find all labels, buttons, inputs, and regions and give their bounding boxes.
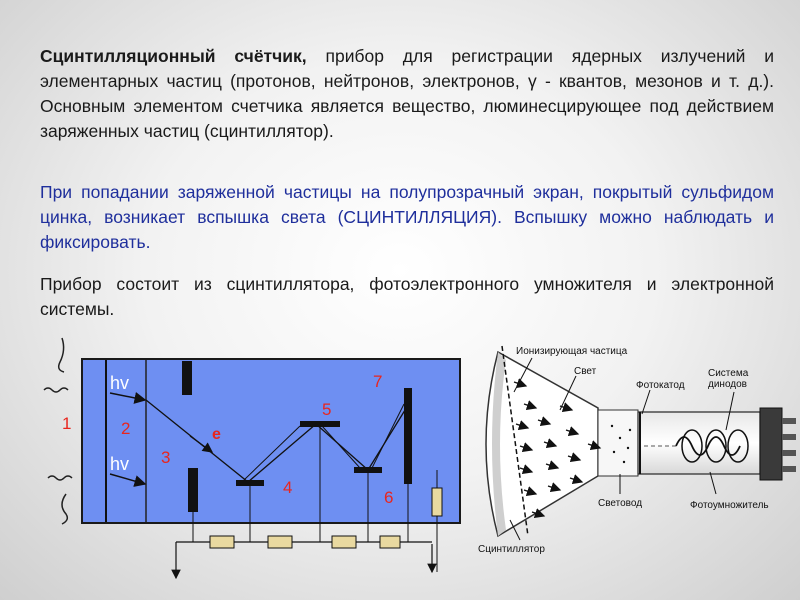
resistor-3 [332,536,356,548]
dynode-system-label: Система динодов [708,368,749,390]
pmt-cross-section-diagram [478,346,796,555]
base-pin-2 [782,434,796,440]
label-4: 4 [283,478,293,497]
anode-7 [404,388,412,484]
term-title: Сцинтилляционный счётчик, [40,46,307,66]
electron-label: e [212,426,221,443]
pmt-base [760,408,782,480]
dynode-5 [300,421,340,427]
intro-text: прибор для регистрации ядерных излучений и элементарных частиц (протонов, нейтронов, электронов, γ - квантов, мезонов и т. д.). Основным элементом счетчика является вещество, люминесцирующее под действием заряженных частиц (сцинтиллятор). [40,46,774,141]
hv-lower-label: hv [110,454,130,474]
light-guide [598,410,638,476]
pmt-leader [710,472,716,494]
label-3: 3 [161,448,171,467]
focusing-electrode-bottom [188,468,198,512]
label-1: 1 [62,414,72,433]
scintillator-label: Сцинтиллятор [478,544,545,555]
resistor-2 [268,536,292,548]
ionizing-particle-label: Ионизирующая частица [516,346,628,357]
counter-scheme-diagram [44,338,460,578]
light-label: Свет [574,366,597,377]
resistor-4 [380,536,400,548]
base-pin-4 [782,466,796,472]
photocathode-leader [642,390,650,414]
radiation-track-low [48,476,72,480]
scintillation-paragraph: При попадании заряженной частицы на полупрозрачный экран, покрытый сульфидом цинка, возникает вспышка света (СЦИНТИЛЛЯЦИЯ). Вспышку можно наблюдать и фиксировать. [40,182,774,252]
radiation-track-bottom [62,494,67,524]
label-7: 7 [373,372,383,391]
label-6: 6 [384,488,394,507]
radiation-track-top [59,338,64,372]
pmt-label: Фотоумножитель [690,500,769,511]
label-5: 5 [322,400,332,419]
label-2: 2 [121,419,131,438]
radiation-track-mid [44,388,68,392]
hv-upper-label: hv [110,373,130,393]
focusing-electrode-top [182,361,192,395]
device-paragraph: Прибор состоит из сцинтиллятора, фотоэлектронного умножителя и электронной системы. [40,274,774,319]
photocathode-label: Фотокатод [636,380,685,391]
load-resistor [432,488,442,516]
photomultiplier-housing [82,359,460,523]
resistor-1 [210,536,234,548]
base-pin-3 [782,450,796,456]
pmt-tube [638,412,760,474]
base-pin-1 [782,418,796,424]
light-guide-label: Световод [598,498,643,509]
